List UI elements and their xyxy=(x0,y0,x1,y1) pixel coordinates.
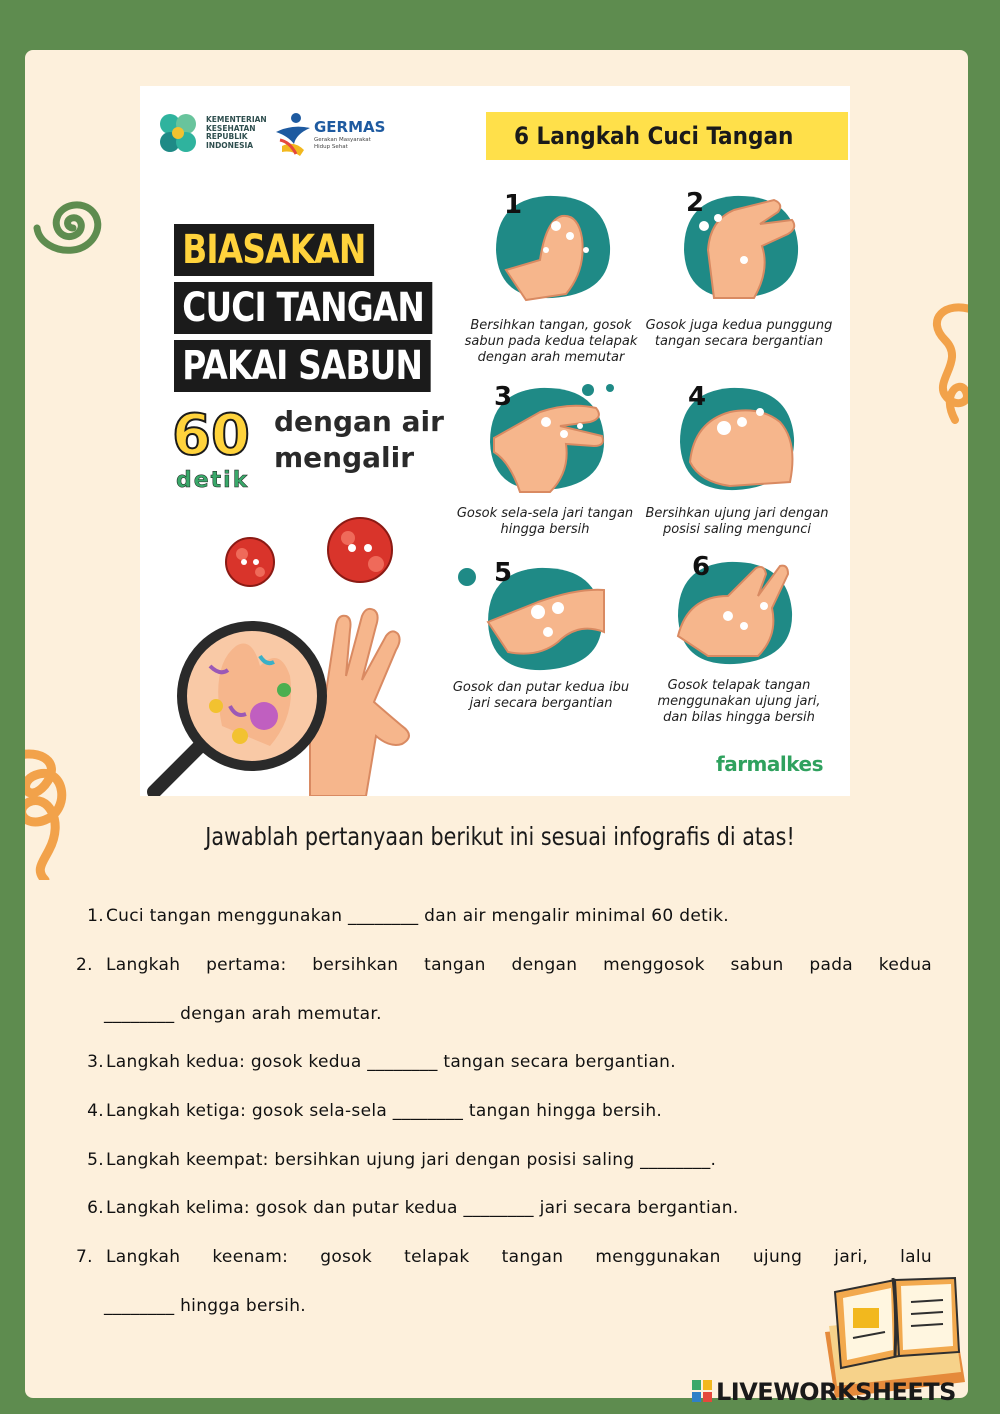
logos xyxy=(154,106,394,162)
step-2-caption: Gosok juga kedua punggung tangan secara bergantian xyxy=(645,318,833,349)
step-4-caption: Bersihkan ujung jari dengan posisi saling mengunci xyxy=(645,506,829,537)
liveworksheets-logo-icon xyxy=(692,1380,712,1402)
question-1 xyxy=(76,906,932,926)
question-number: 2. xyxy=(76,955,93,975)
instruction-heading: Jawablah pertanyaan berikut ini sesuai infografis di atas! xyxy=(205,822,795,851)
question-number: 4. xyxy=(87,1101,104,1121)
running-water-text: dengan air mengalir xyxy=(274,405,444,474)
step-1-caption: Bersihkan tangan, gosok sabun pada kedua telapak dengan arah memutar xyxy=(464,318,638,365)
question-text: Langkah pertama: bersihkan tangan dengan menggosok sabun pada kedua xyxy=(106,955,932,975)
bubbles-icon xyxy=(456,566,478,588)
question-text: Langkah kedua: gosok kedua ________ tangan secara bergantian. xyxy=(106,1052,676,1072)
orange-swirl-decoration-left xyxy=(25,740,85,880)
liveworksheets-watermark: LIVEWORKSHEETS xyxy=(716,1378,956,1406)
sixty-number: 60 xyxy=(172,403,250,468)
question-5 xyxy=(76,1150,932,1170)
germ-illustration xyxy=(220,512,440,612)
handwashing-infographic xyxy=(140,86,850,796)
kemenkes-text: KEMENTERIAN KESEHATAN REPUBLIK INDONESIA xyxy=(206,115,267,150)
step-5-caption: Gosok dan putar kedua ibu jari secara bergantian xyxy=(452,680,630,711)
magnifier-hands-illustration xyxy=(140,606,440,796)
headline-line-2: CUCI TANGAN xyxy=(174,282,432,334)
question-text: Langkah keempat: bersihkan ujung jari dengan posisi saling ________. xyxy=(106,1150,717,1170)
step-3-caption: Gosok sela-sela jari tangan hingga bersih xyxy=(456,506,634,537)
bubbles-icon xyxy=(580,380,620,400)
germas-subtitle: Gerakan Masyarakat Hidup Sehat xyxy=(314,137,371,150)
orange-swirl-decoration-right xyxy=(915,290,968,440)
germas-logo xyxy=(274,110,312,158)
kemenkes-logo xyxy=(154,110,202,158)
headline-line-1: BIASAKAN xyxy=(174,224,374,276)
step-5-number: 5 xyxy=(494,558,513,588)
step-6-number: 6 xyxy=(692,552,711,582)
steps-banner xyxy=(486,112,848,160)
question-number: 7. xyxy=(76,1247,93,1267)
step-3-number: 3 xyxy=(494,382,513,412)
banner-title: 6 Langkah Cuci Tangan xyxy=(514,122,794,150)
question-text: Langkah kelima: gosok dan putar kedua ________ jari secara bergantian. xyxy=(106,1198,739,1218)
step-6-caption: Gosok telapak tangan menggunakan ujung jari, dan bilas hingga bersih xyxy=(657,678,821,725)
question-6 xyxy=(76,1198,932,1218)
question-number: 3. xyxy=(87,1052,104,1072)
headline-line-3: PAKAI SABUN xyxy=(174,340,430,392)
question-number: 6. xyxy=(87,1198,104,1218)
question-text: Langkah keenam: gosok telapak tangan menggunakan ujung jari, lalu xyxy=(106,1247,932,1267)
question-text: Cuci tangan menggunakan ________ dan air mengalir minimal 60 detik. xyxy=(106,906,729,926)
question-number: 5. xyxy=(87,1150,104,1170)
question-2 xyxy=(76,955,932,975)
question-4 xyxy=(76,1101,932,1121)
question-3 xyxy=(76,1052,932,1072)
germas-title: GERMAS xyxy=(314,118,386,136)
green-swirl-decoration xyxy=(27,190,117,260)
question-7-continuation: ________ hingga bersih. xyxy=(104,1296,306,1316)
step-4-number: 4 xyxy=(688,382,707,412)
step-1-number: 1 xyxy=(504,190,523,220)
question-text: Langkah ketiga: gosok sela-sela ________ tangan hingga bersih. xyxy=(106,1101,663,1121)
detik-label: detik xyxy=(176,468,250,493)
question-7 xyxy=(76,1247,932,1267)
farmalkes-logo: farmalkes xyxy=(716,752,823,776)
step-6-illustration xyxy=(668,556,798,668)
question-number: 1. xyxy=(87,906,104,926)
question-2-continuation: ________ dengan arah memutar. xyxy=(104,1004,382,1024)
step-2-number: 2 xyxy=(686,188,705,218)
